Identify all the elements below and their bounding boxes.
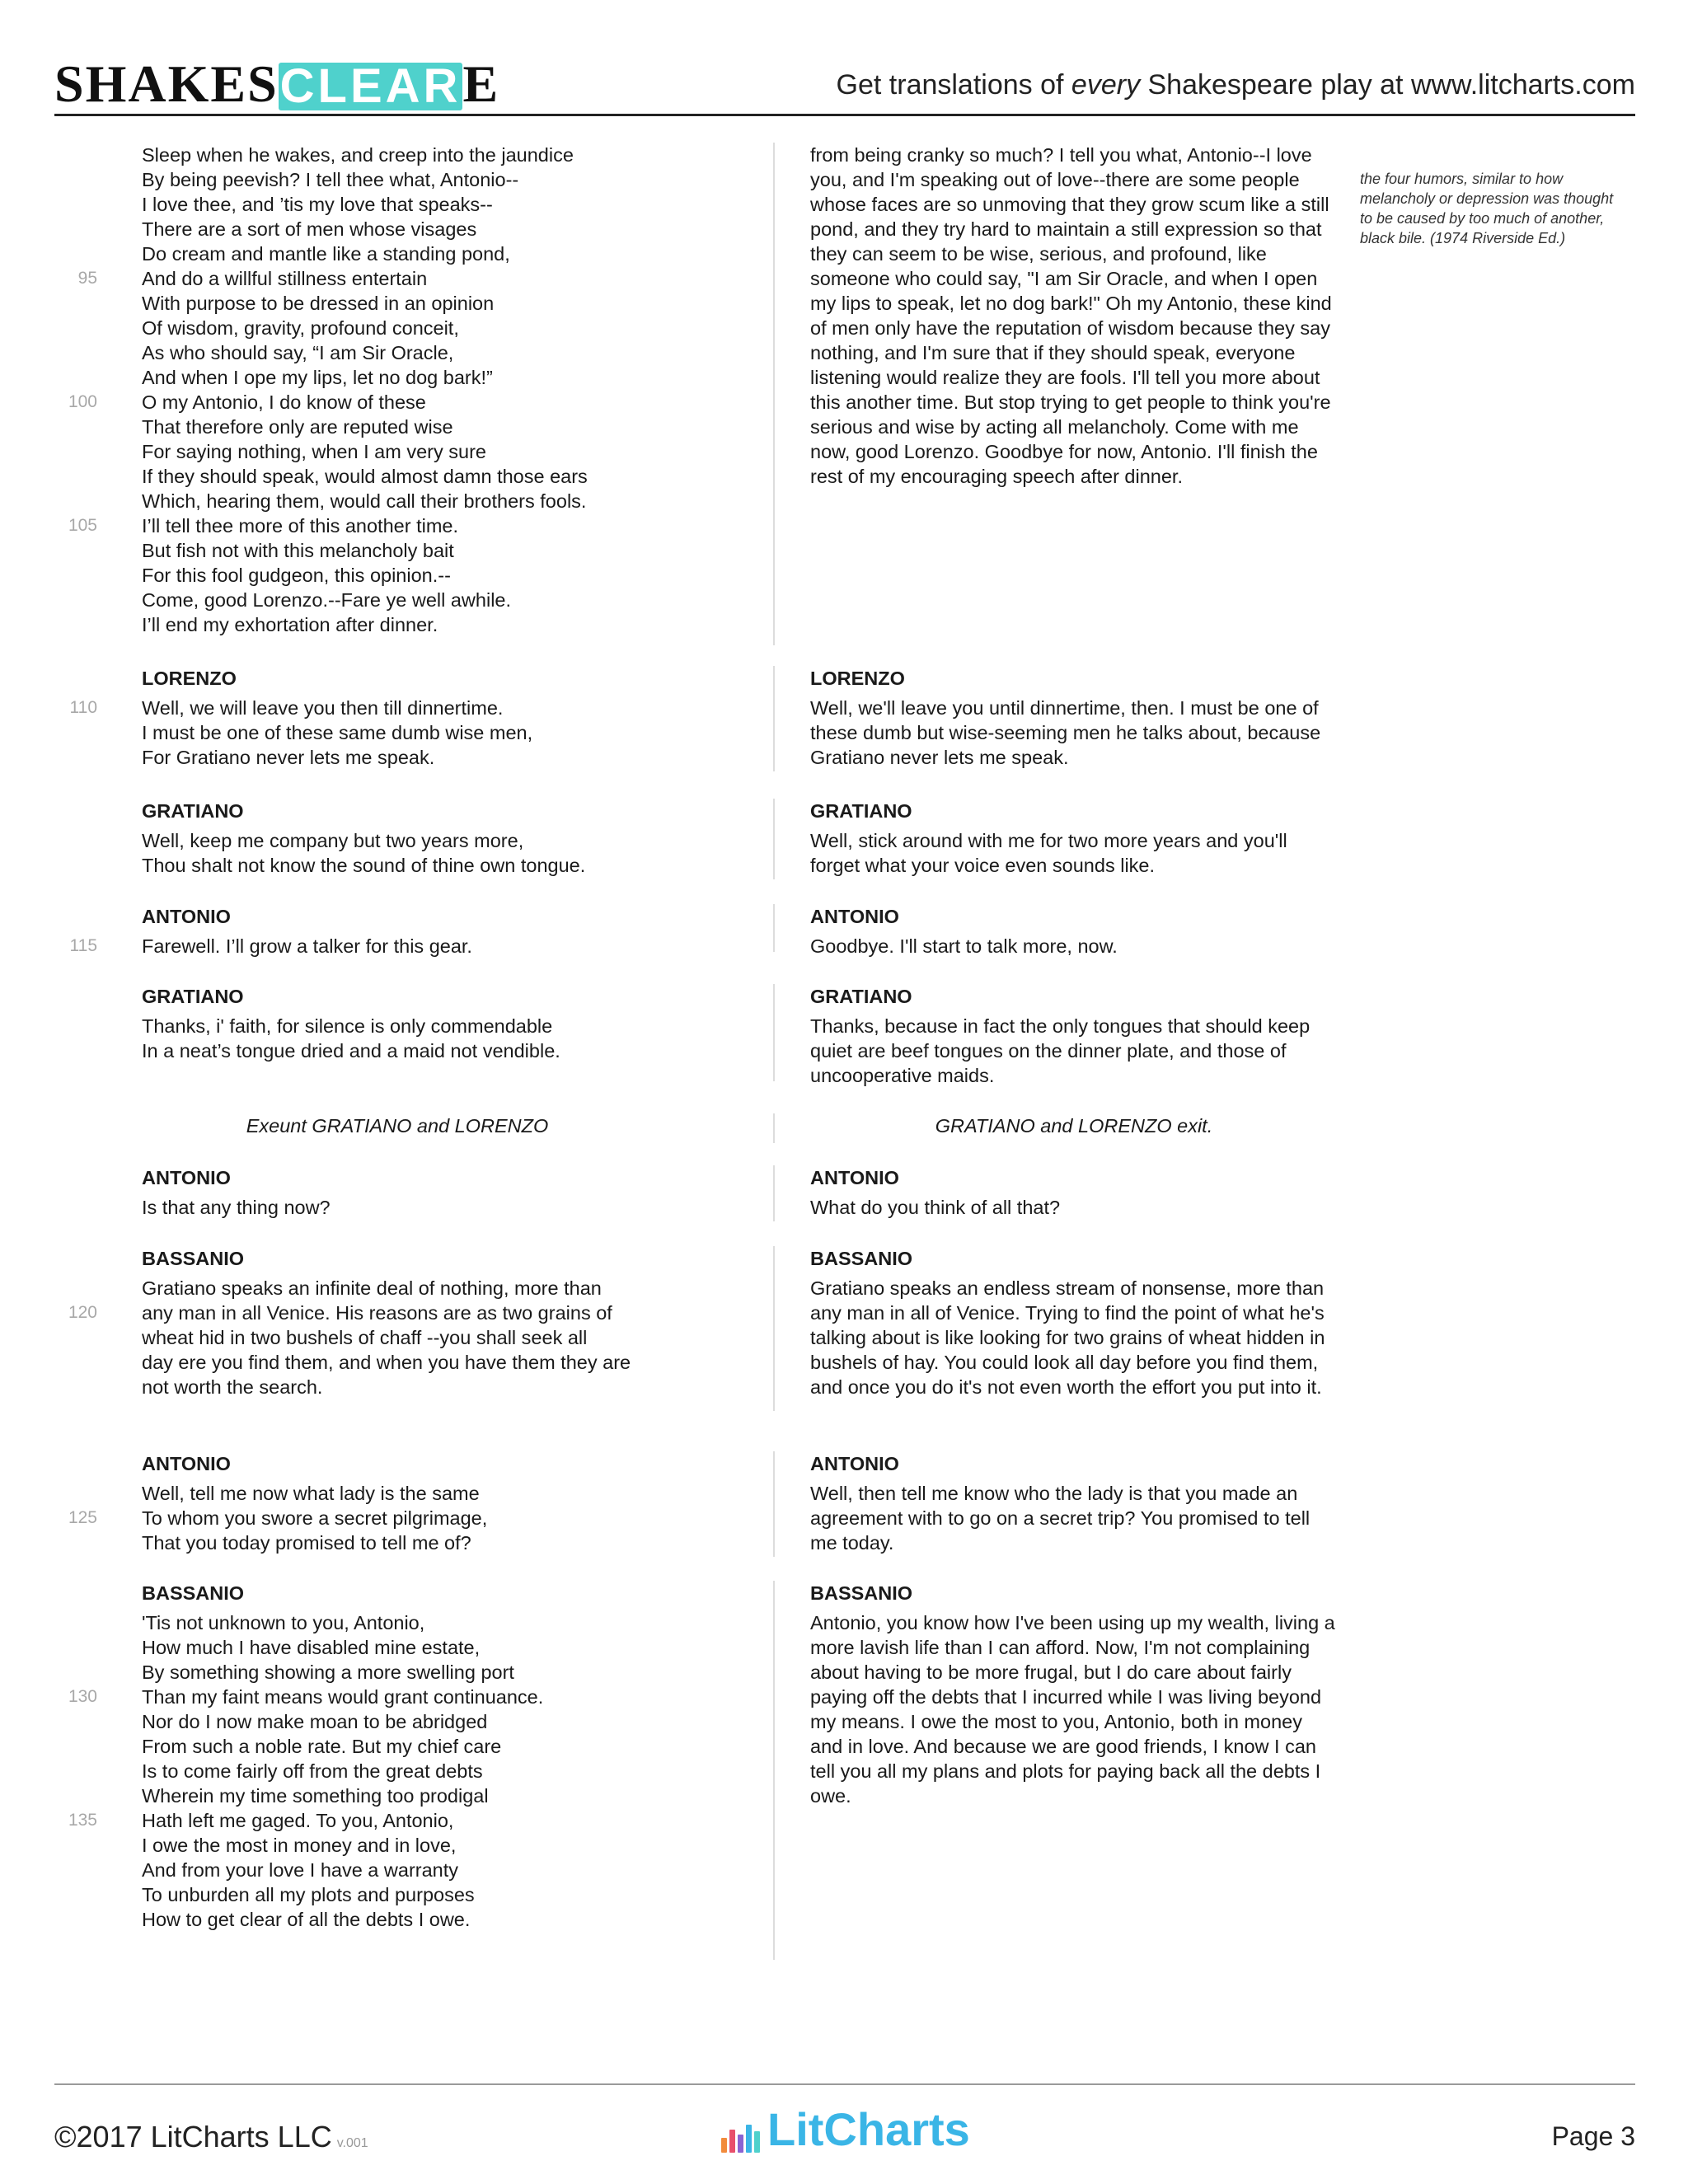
verse-text: How to get clear of all the debts I owe. — [142, 1909, 471, 1930]
verse-text: From such a noble rate. But my chief care — [142, 1736, 502, 1757]
logo-text-clear: CLEAR — [279, 59, 462, 113]
speaker-name-translation: GRATIANO — [810, 800, 912, 822]
line-number: 110 — [69, 698, 97, 717]
verse-line — [68, 1685, 653, 1709]
verse-text: Thou shalt not know the sound of thine own tongue. — [142, 855, 586, 876]
verse-line — [142, 316, 653, 340]
tagline-emphasis: every — [1071, 69, 1141, 101]
line-number: 115 — [69, 936, 97, 955]
modern-translation — [810, 1113, 1338, 1138]
speaker-name: GRATIANO — [142, 800, 244, 822]
verse-text: For Gratiano never lets me speak. — [142, 747, 435, 768]
verse-text: O my Antonio, I do know of these — [142, 391, 426, 413]
verse-line — [142, 1858, 653, 1882]
original-text — [142, 799, 653, 878]
modern-translation — [810, 143, 1338, 489]
column-divider — [773, 799, 775, 879]
bar-chart-icon — [721, 2111, 762, 2153]
speaker-name: ANTONIO — [142, 1167, 231, 1188]
verse-line — [142, 563, 653, 588]
verse-text: I owe the most in money and in love, — [142, 1835, 457, 1856]
logo-text-left: SHAKES — [54, 54, 279, 113]
verse-line — [69, 696, 653, 720]
tagline-post: Shakespeare play at www.litcharts.com — [1140, 69, 1635, 101]
verse-text: There are a sort of men whose visages — [142, 218, 477, 240]
verse-line — [142, 1350, 653, 1375]
verse-line — [142, 828, 653, 853]
verse-text: any man in all Venice. His reasons are as two grains of — [142, 1302, 612, 1324]
original-text — [142, 1113, 653, 1138]
verse-text: How much I have disabled mine estate, — [142, 1637, 481, 1658]
verse-line — [142, 1325, 653, 1350]
verse-text: That therefore only are reputed wise — [142, 416, 453, 438]
verse-line — [68, 513, 653, 538]
verse-line — [142, 853, 653, 878]
verse-line — [142, 1276, 653, 1301]
verse-text: Hath left me gaged. To you, Antonio, — [142, 1810, 454, 1831]
verse-text: In a neat’s tongue dried and a maid not vendible. — [142, 1040, 560, 1062]
verse-line — [142, 745, 653, 770]
verse-text: Wherein my time something too prodigal — [142, 1785, 489, 1807]
verse-line — [142, 167, 653, 192]
modern-translation — [810, 1165, 1338, 1220]
verse-text: If they should speak, would almost damn those ears — [142, 466, 588, 487]
modern-translation — [810, 1246, 1338, 1399]
verse-text: By something showing a more swelling port — [142, 1661, 514, 1683]
column-divider — [773, 666, 775, 771]
verse-text: And from your love I have a warranty — [142, 1859, 459, 1881]
original-text — [142, 1165, 653, 1220]
line-number: 125 — [68, 1508, 97, 1527]
verse-line — [142, 1530, 653, 1555]
verse-line — [142, 415, 653, 439]
column-divider — [773, 1451, 775, 1557]
translation-text: from being cranky so much? I tell you what, Antonio--I love you, and I'm speaking out of love--there are some people whose faces are so unmoving that they grow scum like a still pond, and they try hard to maintain a still expression so that they can seem to be wise, serious, and profound, like someone who could say, "I am Sir Oracle, and when I open my lips to speak, let no dog bark!" Oh my Antonio, these kind of men only have the reputation of wisdom because they say nothing, and I'm sure that if they should speak, everyone listening would realize they are fools. I'll tell you more about this another time. But stop trying to get people to think you're serious and wise by acting all melancholy. Come with me now, good Lorenzo. Goodbye for now, Antonio. I'll finish the rest of my encouraging speech after dinner. — [810, 144, 1332, 487]
verse-line — [142, 612, 653, 637]
verse-text: As who should say, “I am Sir Oracle, — [142, 342, 454, 363]
verse-line — [142, 291, 653, 316]
verse-text: Gratiano speaks an infinite deal of nothing, more than — [142, 1277, 602, 1299]
column-divider — [773, 143, 775, 645]
speaker-name: GRATIANO — [142, 986, 244, 1007]
speaker-name-translation: LORENZO — [810, 668, 905, 689]
verse-line — [142, 588, 653, 612]
verse-line — [68, 1808, 653, 1833]
verse-text: Come, good Lorenzo.--Fare ye well awhile. — [142, 589, 512, 611]
translation-text: Well, then tell me know who the lady is that you made an agreement with to go on a secret trip? You promised to tell me today. — [810, 1483, 1311, 1554]
translation-text: Antonio, you know how I've been using up my wealth, living a more lavish life than I can afford. Now, I'm not complaining about having to be more frugal, but I do care about fairly paying off the debts that I incurred while I was living beyond my means. I owe the most to you, Antonio, both in money and in love. And because we are good friends, I know I can tell you all my plans and plots for paying back all the debts I owe. — [810, 1612, 1335, 1807]
verse-text: By being peevish? I tell thee what, Antonio-- — [142, 169, 519, 190]
logo-text-right: E — [462, 54, 500, 113]
copyright — [54, 2120, 368, 2154]
speaker-name-translation: ANTONIO — [810, 1453, 899, 1474]
verse-text: And when I ope my lips, let no dog bark!” — [142, 367, 493, 388]
verse-line — [69, 934, 653, 958]
column-divider — [773, 1246, 775, 1411]
verse-line — [68, 390, 653, 415]
speaker-name-translation: BASSANIO — [810, 1248, 913, 1269]
speaker-name-translation: BASSANIO — [810, 1582, 913, 1604]
verse-text: I’ll tell thee more of this another time. — [142, 515, 459, 537]
original-text — [142, 984, 653, 1063]
verse-line — [142, 439, 653, 464]
column-divider — [773, 904, 775, 952]
verse-text: Of wisdom, gravity, profound conceit, — [142, 317, 459, 339]
verse-line — [142, 143, 653, 167]
original-text — [68, 1581, 653, 1932]
verse-text: For this fool gudgeon, this opinion.-- — [142, 565, 451, 586]
verse-text: Do cream and mantle like a standing pond, — [142, 243, 510, 265]
verse-line — [77, 266, 653, 291]
line-number: 135 — [68, 1811, 97, 1830]
modern-translation — [810, 799, 1338, 878]
verse-text: day ere you find them, and when you have them they are — [142, 1352, 631, 1373]
line-number: 95 — [77, 269, 97, 288]
verse-line — [142, 217, 653, 241]
column-divider — [773, 1581, 775, 1960]
verse-text: I love thee, and ’tis my love that speaks-- — [142, 194, 493, 215]
stage-direction: Exeunt GRATIANO and LORENZO — [246, 1115, 549, 1137]
translation-text: Thanks, because in fact the only tongues that should keep quiet are beef tongues on the dinner plate, and those of uncooperative maids. — [810, 1015, 1311, 1086]
verse-line — [142, 1907, 653, 1932]
line-number: 105 — [68, 516, 97, 535]
modern-translation — [810, 1581, 1338, 1808]
modern-translation — [810, 1451, 1338, 1555]
verse-line — [142, 1660, 653, 1685]
verse-text: Than my faint means would grant continuance. — [142, 1686, 544, 1708]
verse-line — [142, 720, 653, 745]
verse-text: To unburden all my plots and purposes — [142, 1884, 475, 1905]
verse-line — [142, 1014, 653, 1038]
speaker-name: ANTONIO — [142, 906, 231, 927]
column-divider — [773, 1165, 775, 1221]
verse-line — [142, 1375, 653, 1399]
speaker-name: BASSANIO — [142, 1248, 245, 1269]
margin-note: the four humors, similar to how melancholy or depression was thought to be caused by too much of another, black bile. (1974 Riverside Ed.) — [1360, 171, 1614, 246]
column-divider — [773, 984, 775, 1081]
modern-translation — [810, 666, 1338, 770]
line-number: 130 — [68, 1687, 97, 1706]
column-divider — [773, 1113, 775, 1143]
verse-line — [68, 1506, 653, 1530]
verse-text: not worth the search. — [142, 1376, 323, 1398]
verse-line — [142, 1481, 653, 1506]
original-text — [69, 666, 653, 770]
speaker-name-translation: ANTONIO — [810, 906, 899, 927]
verse-text: Which, hearing them, would call their brothers fools. — [142, 490, 587, 512]
line-number: 120 — [68, 1303, 97, 1322]
speaker-name-translation: ANTONIO — [810, 1167, 899, 1188]
verse-text: Well, keep me company but two years more, — [142, 830, 524, 851]
verse-line — [142, 1635, 653, 1660]
modern-translation — [810, 984, 1338, 1088]
translation-text: What do you think of all that? — [810, 1197, 1061, 1218]
verse-text: To whom you swore a secret pilgrimage, — [142, 1507, 488, 1529]
copyright-text: ©2017 LitCharts LLC — [54, 2120, 332, 2154]
verse-text: Sleep when he wakes, and creep into the jaundice — [142, 144, 574, 166]
verse-text: Well, tell me now what lady is the same — [142, 1483, 480, 1504]
verse-line — [142, 1709, 653, 1734]
tagline-pre: Get translations of — [836, 69, 1071, 101]
speaker-name-translation: GRATIANO — [810, 986, 912, 1007]
verse-text: 'Tis not unknown to you, Antonio, — [142, 1612, 425, 1633]
stage-direction-translation: GRATIANO and LORENZO exit. — [935, 1115, 1213, 1137]
verse-text: For saying nothing, when I am very sure — [142, 441, 486, 462]
verse-line — [142, 1195, 653, 1220]
verse-text: wheat hid in two bushels of chaff --you shall seek all — [142, 1327, 588, 1348]
verse-text: That you today promised to tell me of? — [142, 1532, 471, 1554]
verse-line — [142, 464, 653, 489]
footer-rule — [54, 2083, 1635, 2085]
verse-line — [142, 1610, 653, 1635]
page-number: Page 3 — [1551, 2121, 1635, 2151]
shakesclear-logo[interactable] — [54, 53, 500, 113]
original-text — [68, 1451, 653, 1555]
translation-text: Well, we'll leave you until dinnertime, then. I must be one of these dumb but wise-seeming men he talks about, because Gratiano never lets me speak. — [810, 697, 1321, 768]
translation-text: Gratiano speaks an endless stream of nonsense, more than any man in all of Venice. Trying to find the point of what he's talking about is like looking for two grains of wheat hidden in bushels of hay. You could look all day before you find them, and once you do it's not even worth the effort you put into it. — [810, 1277, 1325, 1398]
verse-text: Is that any thing now? — [142, 1197, 331, 1218]
translation-text: Well, stick around with me for two more years and you'll forget what your voice even sounds like. — [810, 830, 1287, 876]
verse-line — [142, 340, 653, 365]
verse-line — [142, 1783, 653, 1808]
verse-text: Is to come fairly off from the great debts — [142, 1760, 483, 1782]
brand-name: LitCharts — [767, 2103, 970, 2155]
verse-text: I must be one of these same dumb wise men, — [142, 722, 533, 743]
verse-line — [142, 1734, 653, 1759]
verse-text: And do a willful stillness entertain — [142, 268, 428, 289]
verse-line — [68, 1301, 653, 1325]
verse-line — [142, 1038, 653, 1063]
verse-text: I’ll end my exhortation after dinner. — [142, 614, 438, 635]
verse-line — [142, 1759, 653, 1783]
page-header — [54, 48, 1635, 115]
original-text — [68, 1246, 653, 1399]
verse-text: Thanks, i' faith, for silence is only commendable — [142, 1015, 553, 1037]
litcharts-logo[interactable] — [721, 2103, 970, 2155]
verse-line — [142, 192, 653, 217]
verse-line — [142, 365, 653, 390]
verse-line — [142, 489, 653, 513]
verse-text: But fish not with this melancholy bait — [142, 540, 454, 561]
verse-line — [142, 1882, 653, 1907]
translation-text: Goodbye. I'll start to talk more, now. — [810, 935, 1118, 957]
modern-translation — [810, 904, 1338, 958]
verse-line — [142, 538, 653, 563]
speaker-name: BASSANIO — [142, 1582, 245, 1604]
verse-text: Farewell. I’ll grow a talker for this gear. — [142, 935, 472, 957]
original-text — [69, 904, 653, 958]
original-text — [68, 143, 653, 637]
version-label: v.001 — [336, 2136, 368, 2150]
verse-text: Nor do I now make moan to be abridged — [142, 1711, 488, 1732]
header-rule — [54, 114, 1635, 116]
verse-line — [142, 241, 653, 266]
header-tagline — [837, 69, 1635, 101]
line-number: 100 — [68, 392, 97, 411]
speaker-name: ANTONIO — [142, 1453, 231, 1474]
verse-line — [142, 1833, 653, 1858]
verse-text: Well, we will leave you then till dinnertime. — [142, 697, 504, 719]
speaker-name: LORENZO — [142, 668, 237, 689]
verse-text: With purpose to be dressed in an opinion — [142, 293, 495, 314]
